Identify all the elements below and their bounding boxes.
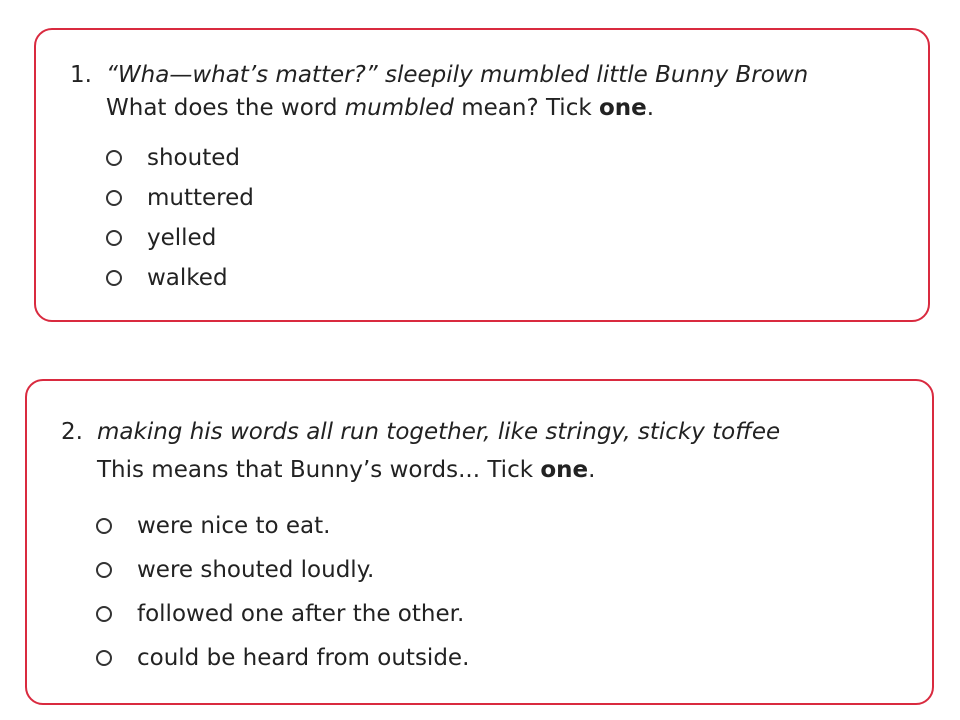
option-label: were shouted loudly. [137,557,375,583]
question-2-prompt [97,455,595,485]
question-1-option-3[interactable] [106,223,216,253]
question-1-prompt-emphasis: mumbled [344,95,454,121]
option-label: followed one after the other. [137,601,465,627]
question-1-option-2[interactable] [106,183,254,213]
radio-circle-icon[interactable] [96,562,112,578]
option-label: could be heard from outside. [137,645,470,671]
question-1-prompt-text-2: mean? Tick [453,95,599,121]
option-label: were nice to eat. [137,513,331,539]
question-1-prompt-bold: one [598,95,647,121]
question-2-option-1[interactable] [96,511,330,541]
question-2-quote-line [61,417,781,447]
option-label: walked [147,265,228,291]
question-2-option-2[interactable] [96,555,374,585]
question-1-prompt [106,93,654,123]
question-1-option-1[interactable] [106,143,240,173]
question-2-option-3[interactable] [96,599,464,629]
radio-circle-icon[interactable] [96,518,112,534]
question-card-2 [25,379,934,705]
question-1-quote-line [70,60,809,90]
radio-circle-icon[interactable] [96,606,112,622]
radio-circle-icon[interactable] [106,190,122,206]
question-1-quote: “Wha—what’s matter?” sleepily mumbled little Bunny Brown [106,62,809,88]
question-1-prompt-text: What does the word [106,95,345,121]
question-2-number: 2. [61,419,83,445]
question-2-quote: making his words all run together, like stringy, sticky toffee [97,419,781,445]
question-1-number: 1. [70,62,92,88]
question-card-1 [34,28,930,322]
option-label: muttered [147,185,254,211]
option-label: shouted [147,145,240,171]
question-2-prompt-end: . [588,457,596,483]
radio-circle-icon[interactable] [106,150,122,166]
question-2-option-4[interactable] [96,643,469,673]
option-label: yelled [147,225,217,251]
question-1-prompt-end: . [646,95,655,121]
radio-circle-icon[interactable] [106,270,122,286]
question-2-prompt-text: This means that Bunny’s words... Tick [97,457,541,483]
radio-circle-icon[interactable] [106,230,122,246]
question-1-option-4[interactable] [106,263,228,293]
question-2-prompt-bold: one [540,457,589,483]
radio-circle-icon[interactable] [96,650,112,666]
